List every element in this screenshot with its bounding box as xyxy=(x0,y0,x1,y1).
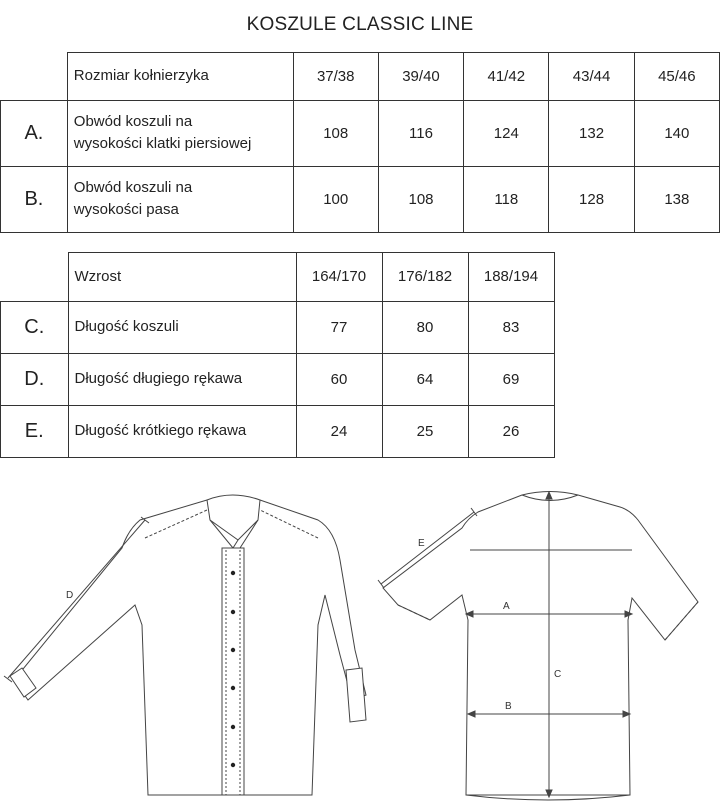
size-header: 188/194 xyxy=(468,253,554,302)
row-letter: D. xyxy=(1,353,69,405)
table-cell: 80 xyxy=(382,301,468,353)
row-label: Długość krótkiego rękawa xyxy=(68,405,296,457)
size-header: 37/38 xyxy=(293,53,378,101)
measure-label-c: C xyxy=(554,669,562,680)
measure-label-e: E xyxy=(418,538,425,549)
table-cell: 25 xyxy=(382,405,468,457)
header-label: Rozmiar kołnierzyka xyxy=(67,53,293,101)
table-cell: 124 xyxy=(464,100,549,166)
table-cell: 118 xyxy=(464,166,549,232)
row-label-line: Obwód koszuli na xyxy=(73,179,193,196)
row-label: Długość koszuli xyxy=(68,301,296,353)
row-label-line: wysokości pasa xyxy=(73,201,179,218)
header-label: Wzrost xyxy=(68,253,296,302)
table-cell: 108 xyxy=(378,166,463,232)
size-header: 39/40 xyxy=(378,53,463,101)
row-letter: C. xyxy=(1,301,69,353)
table-cell: 108 xyxy=(293,100,378,166)
size-header: 41/42 xyxy=(464,53,549,101)
front-shirt-illustration xyxy=(10,495,366,795)
table-cell: 69 xyxy=(468,353,554,405)
table-cell: 77 xyxy=(296,301,382,353)
table-cell: 83 xyxy=(468,301,554,353)
table-cell: 60 xyxy=(296,353,382,405)
measure-label-b: B xyxy=(505,701,512,712)
row-label-line: wysokości klatki piersiowej xyxy=(73,135,252,152)
table-cell: 138 xyxy=(634,166,719,232)
page-title: KOSZULE CLASSIC LINE xyxy=(246,14,474,35)
size-header: 45/46 xyxy=(634,53,719,101)
measure-label-a: A xyxy=(503,601,510,612)
table-cell: 128 xyxy=(549,166,634,232)
table-cell: 100 xyxy=(293,166,378,232)
row-letter: B. xyxy=(1,166,68,232)
table-cell: 140 xyxy=(634,100,719,166)
table-cell: 132 xyxy=(549,100,634,166)
back-shirt-illustration xyxy=(383,492,698,801)
size-header: 164/170 xyxy=(296,253,382,302)
measure-label-d: D xyxy=(66,590,74,601)
table-cell: 116 xyxy=(378,100,463,166)
size-header: 43/44 xyxy=(549,53,634,101)
table-cell: 26 xyxy=(468,405,554,457)
table-cell: 24 xyxy=(296,405,382,457)
row-label: Długość długiego rękawa xyxy=(68,353,296,405)
row-letter: E. xyxy=(1,405,69,457)
row-letter: A. xyxy=(1,100,68,166)
row-label-line: Obwód koszuli na xyxy=(73,113,193,130)
table-cell: 64 xyxy=(382,353,468,405)
size-header: 176/182 xyxy=(382,253,468,302)
